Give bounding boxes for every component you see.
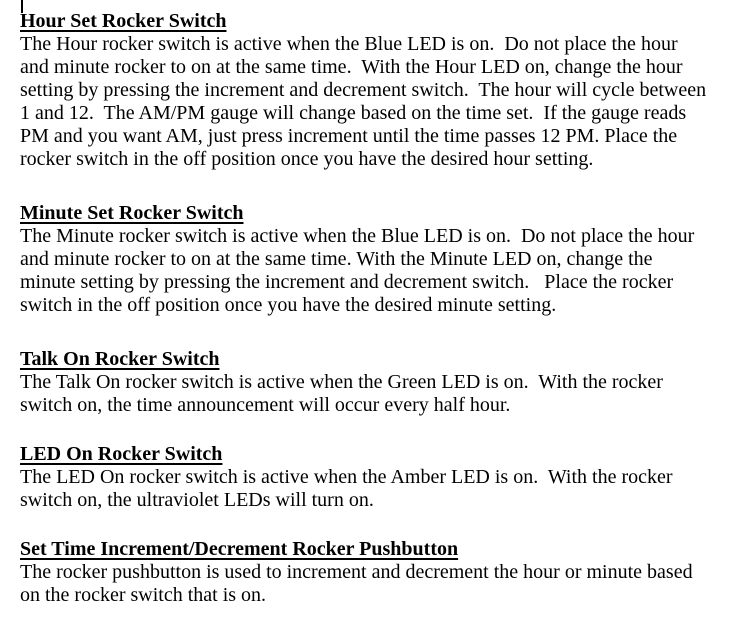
- section-heading: LED On Rocker Switch: [20, 443, 223, 465]
- section-hour-set-rocker-switch: [20, 10, 747, 171]
- body-text-line: minute setting by pressing the increment and decrement switch. Place the rocker: [20, 271, 674, 293]
- body-text-line: and minute rocker to on at the same time. With the Minute LED on, change the: [20, 248, 653, 270]
- body-text-line: on the rocker switch that is on.: [20, 584, 267, 606]
- section-heading: Minute Set Rocker Switch: [20, 202, 244, 224]
- body-text-line: switch on, the time announcement will occur every half hour.: [20, 394, 511, 416]
- body-text-line: rocker switch in the off position once you have the desired hour setting.: [20, 148, 594, 170]
- body-text-line: 1 and 12. The AM/PM gauge will change based on the time set. If the gauge reads: [20, 102, 687, 124]
- body-text-line: The rocker pushbutton is used to increment and decrement the hour or minute based: [20, 561, 693, 583]
- body-text-line: The Hour rocker switch is active when the Blue LED is on. Do not place the hour: [20, 33, 678, 55]
- body-text-line: switch on, the ultraviolet LEDs will turn on.: [20, 489, 374, 511]
- section-led-on-rocker-switch: [20, 443, 747, 512]
- body-text-line: switch in the off position once you have the desired minute setting.: [20, 294, 557, 316]
- section-heading: Set Time Increment/Decrement Rocker Pushbutton: [20, 538, 459, 560]
- section-heading: Talk On Rocker Switch: [20, 348, 220, 370]
- section-set-time-increment-decrement-rocker-pushbutton: [20, 538, 747, 607]
- body-text-line: and minute rocker to on at the same time. With the Hour LED on, change the hour: [20, 56, 683, 78]
- body-text-line: The Talk On rocker switch is active when the Green LED is on. With the rocker: [20, 371, 663, 393]
- body-text-line: The Minute rocker switch is active when the Blue LED is on. Do not place the hour: [20, 225, 695, 247]
- section-talk-on-rocker-switch: [20, 348, 747, 417]
- body-text-line: PM and you want AM, just press increment until the time passes 12 PM. Place the: [20, 125, 678, 147]
- section-minute-set-rocker-switch: [20, 202, 747, 317]
- section-heading: Hour Set Rocker Switch: [20, 10, 227, 32]
- body-text-line: setting by pressing the increment and decrement switch. The hour will cycle between: [20, 79, 707, 101]
- body-text-line: The LED On rocker switch is active when the Amber LED is on. With the rocker: [20, 466, 673, 488]
